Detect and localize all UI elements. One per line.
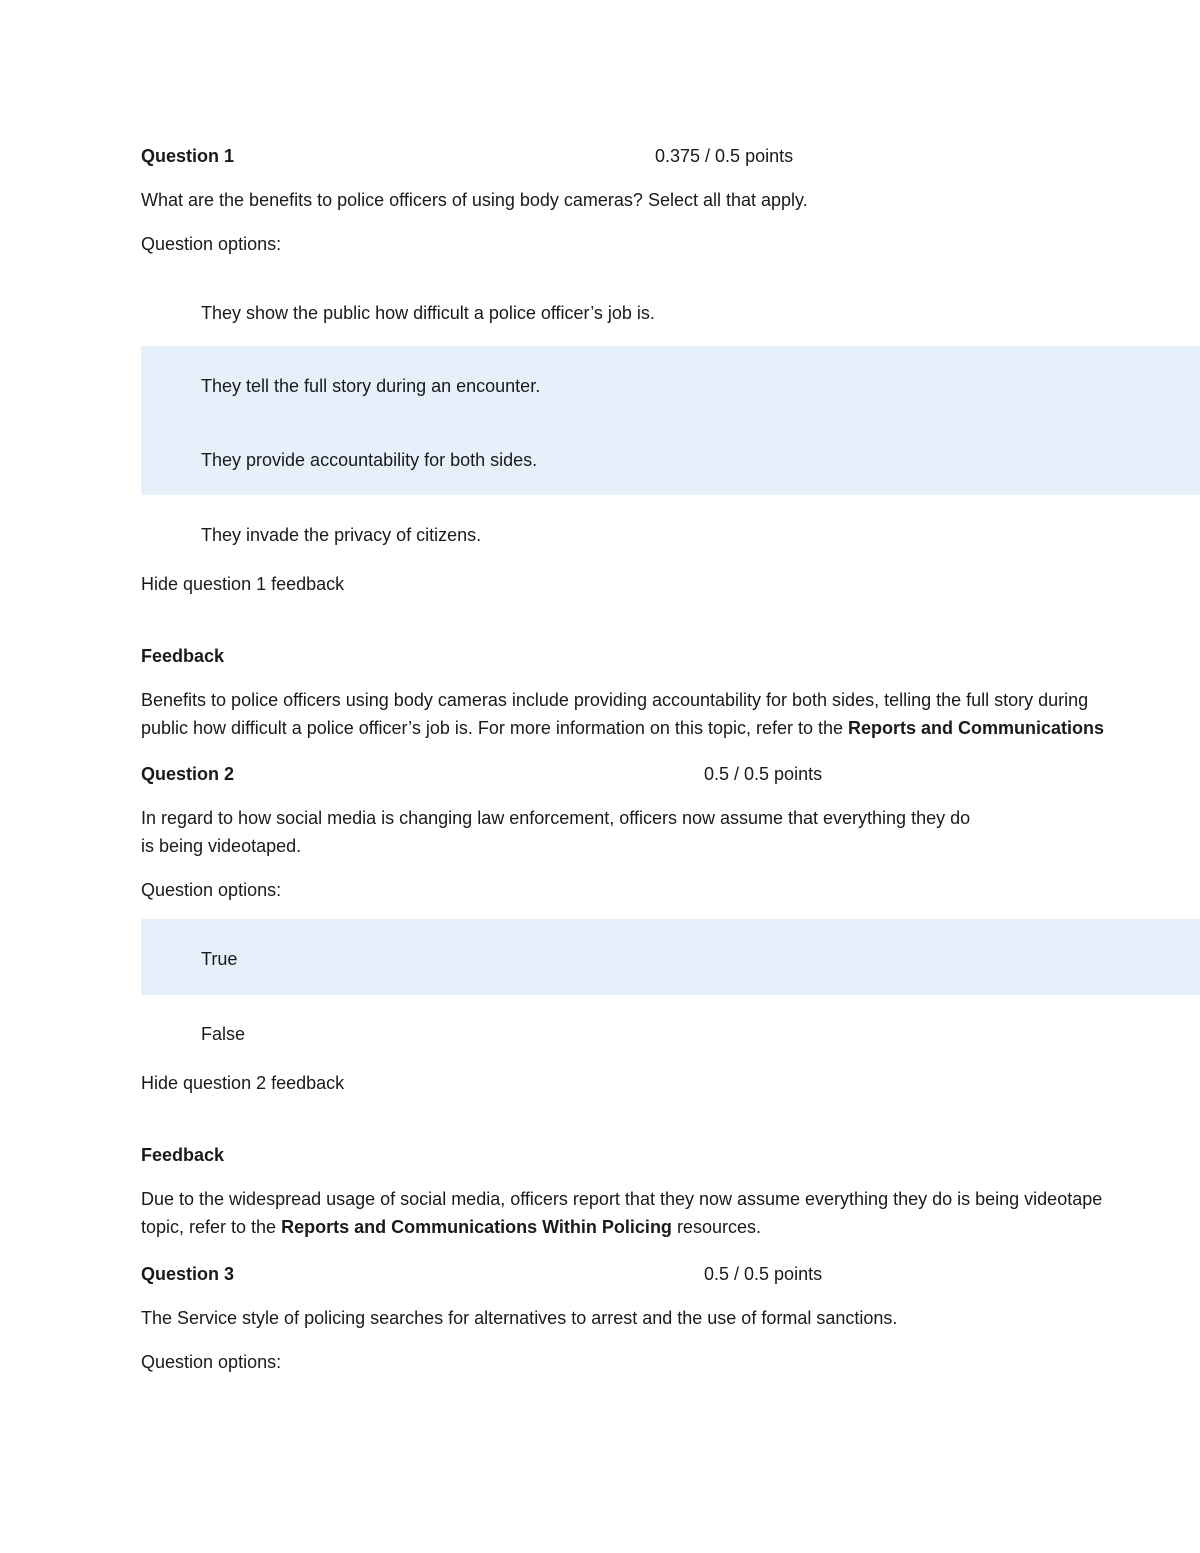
hide-question-2-feedback-link[interactable]: Hide question 2 feedback	[141, 1073, 345, 1093]
question-2-selected-option-highlight	[141, 919, 1200, 995]
question-1-prompt: What are the benefits to police officers of using body cameras? Select all that apply.	[141, 190, 808, 210]
question-1-title: Question 1	[141, 146, 235, 166]
question-3-prompt: The Service style of policing searches for alternatives to arrest and the use of formal sanctions.	[141, 1308, 898, 1328]
question-1-feedback-line-1: Benefits to police officers using body cameras include providing accountability for both sides, telling the full story during	[141, 690, 1089, 710]
question-1-option-2: They tell the full story during an encounter.	[201, 376, 541, 396]
question-2-title: Question 2	[141, 764, 235, 784]
question-1-score: 0.375 / 0.5 points	[655, 146, 794, 166]
question-3-score: 0.5 / 0.5 points	[704, 1264, 823, 1284]
question-2-score: 0.5 / 0.5 points	[704, 764, 823, 784]
question-1-feedback-text: public how difficult a police officer’s job is. For more information on this topic, refer to the	[141, 718, 849, 738]
question-3-title: Question 3	[141, 1264, 235, 1284]
question-2-feedback-heading: Feedback	[141, 1145, 225, 1165]
question-3-options-label: Question options:	[141, 1352, 282, 1372]
question-1-selected-options-highlight	[141, 346, 1200, 495]
question-1-options-label: Question options:	[141, 234, 282, 254]
question-1-feedback-heading: Feedback	[141, 646, 225, 666]
question-1-option-3: They provide accountability for both sides.	[201, 450, 538, 470]
question-2-option-false: False	[201, 1024, 246, 1044]
question-1-option-4: They invade the privacy of citizens.	[201, 525, 482, 545]
question-2-feedback-resource: Reports and Communications Within Policing	[281, 1217, 672, 1237]
question-2-option-true: True	[201, 949, 238, 969]
question-1-feedback-resource: Reports and Communications	[848, 718, 1105, 738]
question-1-option-1: They show the public how difficult a police officer’s job is.	[201, 303, 655, 323]
question-2-prompt-line-2: is being videotaped.	[141, 836, 302, 856]
question-2-prompt-line-1: In regard to how social media is changing law enforcement, officers now assume that everything they do	[141, 808, 971, 828]
hide-question-1-feedback-link[interactable]: Hide question 1 feedback	[141, 574, 345, 594]
question-2-feedback-suffix: resources.	[671, 1217, 761, 1237]
question-2-feedback-line-1: Due to the widespread usage of social media, officers report that they now assume everything they do is being videotape	[141, 1189, 1103, 1209]
question-2-feedback-line-2	[141, 1216, 761, 1238]
question-2-options-label: Question options:	[141, 880, 282, 900]
question-2-feedback-text: topic, refer to the	[141, 1217, 282, 1237]
question-1-feedback-line-2	[141, 717, 1104, 739]
